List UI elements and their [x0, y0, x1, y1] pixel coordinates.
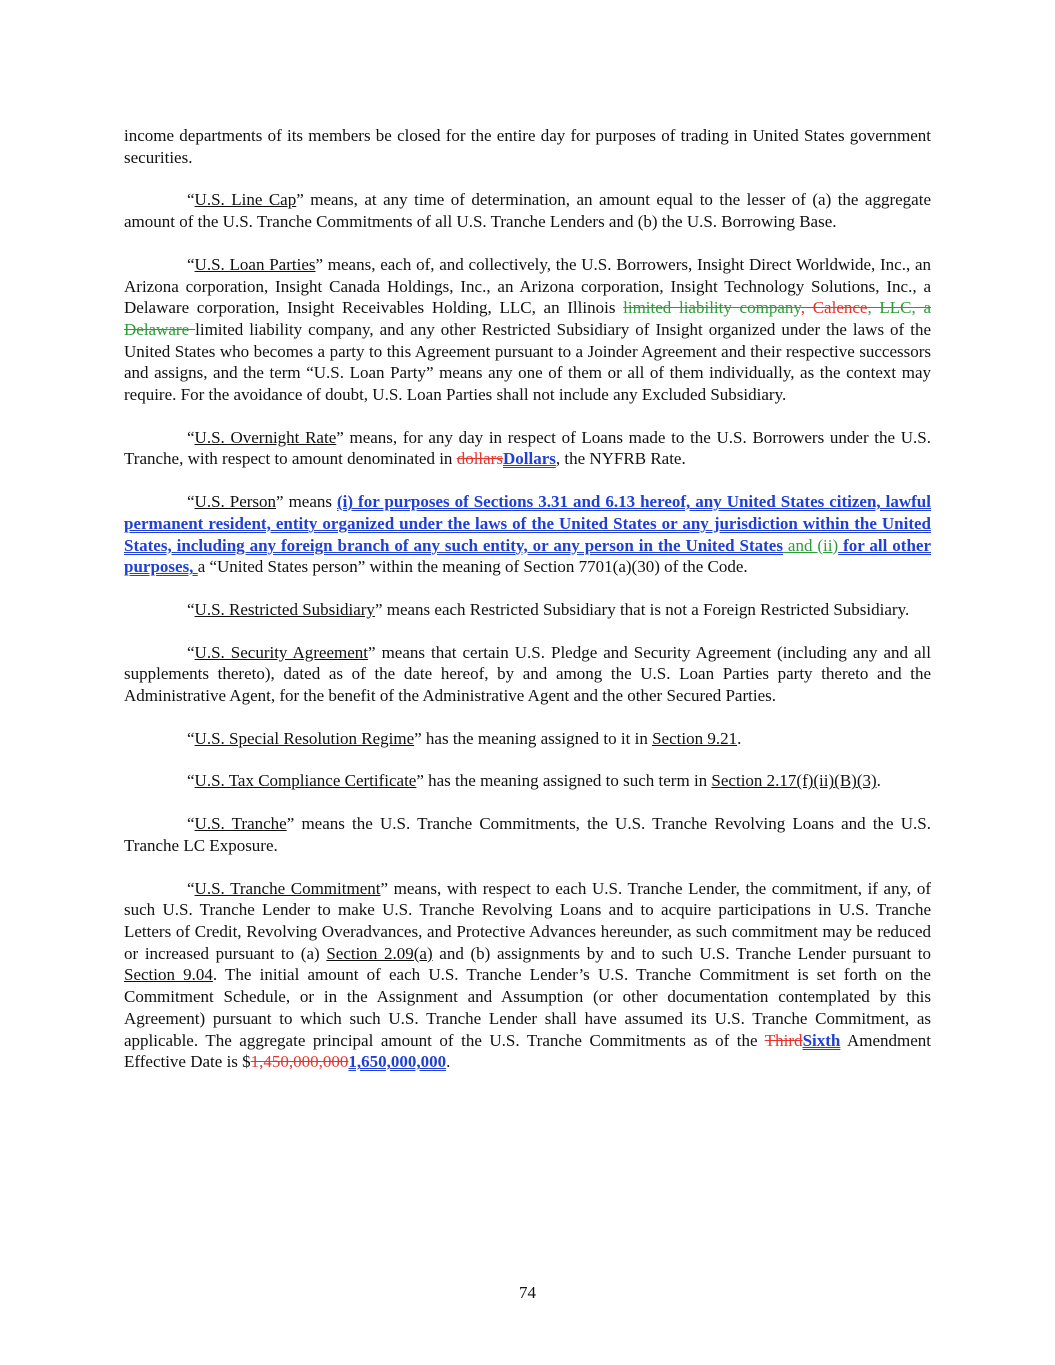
- definition-us-security-agreement: [124, 642, 931, 707]
- open-quote: “: [187, 642, 195, 662]
- section-reference: Section 2.17(f)(ii)(B)(3): [711, 771, 877, 791]
- open-quote: “: [187, 427, 195, 447]
- moved-insertion: and (ii): [782, 535, 839, 555]
- defined-term: U.S. Tranche Commitment: [194, 878, 381, 898]
- definition-text: , the NYFRB Rate.: [555, 449, 686, 469]
- page-number: 74: [519, 1283, 536, 1302]
- definition-text: . The initial amount of each U.S. Tranche Lender’s U.S. Tranche Commitment is set forth on the Commitment Schedule, or in the Assignment and Assumption (or other documentation contemplated by this Agreement) pursuant to which such U.S. Tranche Lender shall have assumed its U.S. Tranche Commitment, as applicable. The aggregate principal amount of the U.S. Tranche Commitments as of the: [124, 965, 931, 1050]
- insertion: (i) for purposes of Sections 3.31 and 6.13 hereof, any United States citizen, lawful permanent resident, entity organized under the laws of the United States or any jurisdiction within the United States, including any foreign branch of any such entity, or any person in the United States: [124, 492, 931, 555]
- definition-text: limited liability company, and any other Restricted Subsidiary of Insight organized under the laws of the United States who becomes a party to this Agreement pursuant to a Joinder Agreement and their respective successors and assigns, and the term “U.S. Loan Party” means any one of them or all of them individually, as the context may require. For the avoidance of doubt, U.S. Loan Parties shall not include any Excluded Subsidiary.: [124, 319, 931, 405]
- section-reference: Section 2.09(a): [326, 943, 433, 963]
- deletion: 1,450,000,000: [250, 1052, 349, 1072]
- definition-us-line-cap: [124, 189, 931, 232]
- definition-text: .: [876, 771, 881, 791]
- definition-text: ” means the U.S. Tranche Commitments, the U.S. Tranche Revolving Loans and the U.S. Tranche LC Exposure.: [124, 814, 931, 855]
- insertion: for all other purposes,: [124, 535, 931, 577]
- definition-us-tranche-commitment: [124, 878, 931, 1073]
- paragraph-business-day-continuation: [124, 125, 931, 168]
- definition-text: ” means that certain U.S. Pledge and Security Agreement (including any and all supplements thereto), dated as of the date hereof, by and among the U.S. Loan Parties party thereto and the Administrative Agent, for the benefit of the Administrative Agent and the other Secured Parties.: [124, 642, 932, 706]
- insertion: Sixth: [802, 1030, 841, 1050]
- defined-term: U.S. Restricted Subsidiary: [194, 599, 375, 619]
- moved-deletion: limited liability company: [623, 298, 801, 318]
- definition-us-tranche: [124, 813, 931, 856]
- defined-term: U.S. Tranche: [194, 814, 287, 834]
- moved-deletion: , LLC, a Delaware: [124, 298, 931, 339]
- definition-text: ” means each Restricted Subsidiary that is not a Foreign Restricted Subsidiary.: [374, 599, 910, 619]
- definition-text: ” means, for any day in respect of Loans made to the U.S. Borrowers under the U.S. Tranche, with respect to amount denominated in: [124, 427, 931, 469]
- defined-term: U.S. Security Agreement: [194, 642, 369, 662]
- definition-text: .: [446, 1052, 451, 1072]
- open-quote: “: [187, 599, 195, 619]
- open-quote: “: [187, 190, 195, 210]
- insertion: 1,650,000,000: [348, 1052, 447, 1072]
- defined-term: U.S. Person: [194, 492, 277, 512]
- definition-text: ” has the meaning assigned to it in: [414, 728, 653, 748]
- deletion: , Calence: [800, 298, 868, 318]
- definition-text: Amendment Effective Date is $: [124, 1030, 931, 1072]
- defined-term: U.S. Line Cap: [194, 190, 297, 210]
- deletion: dollars: [456, 449, 503, 469]
- definition-text: and (b) assignments by and to such U.S. Tranche Lender pursuant to: [432, 943, 931, 963]
- definition-text: ” has the meaning assigned to such term in: [416, 771, 712, 791]
- defined-term: U.S. Tax Compliance Certificate: [194, 771, 417, 791]
- definition-us-loan-parties: [124, 254, 931, 406]
- document-body: [124, 125, 931, 1094]
- definition-text: ” means: [276, 492, 337, 512]
- section-reference: Section 9.21: [652, 728, 738, 748]
- definition-us-restricted-subsidiary: [124, 599, 931, 621]
- defined-term: U.S. Loan Parties: [194, 254, 316, 274]
- definition-text: ” means, each of, and collectively, the U.S. Borrowers, Insight Direct Worldwide, Inc., an Arizona corporation, Insight Canada Holdings, Inc., an Arizona corporation, Insight Technology Solutions, Inc., a Delaware corporation, Insight Receivables Holding, LLC, an Illinois: [124, 254, 931, 318]
- insertion: Dollars: [502, 449, 556, 469]
- definition-us-special-resolution-regime: [124, 728, 931, 750]
- definition-us-overnight-rate: [124, 427, 931, 470]
- paragraph-text: income departments of its members be closed for the entire day for purposes of trading in United States government securities.: [124, 126, 931, 167]
- definition-us-tax-compliance-certificate: [124, 770, 931, 792]
- open-quote: “: [187, 771, 195, 791]
- definition-text: ” means, at any time of determination, an amount equal to the lesser of (a) the aggregate amount of the U.S. Tranche Commitments of all U.S. Tranche Lenders and (b) the U.S. Borrowing Base.: [124, 190, 931, 232]
- definition-text: a “United States person” within the meaning of Section 7701(a)(30) of the Code.: [197, 557, 748, 577]
- defined-term: U.S. Special Resolution Regime: [194, 728, 415, 748]
- open-quote: “: [187, 878, 195, 898]
- definition-text: ” means, with respect to each U.S. Tranche Lender, the commitment, if any, of such U.S. Tranche Lender to make U.S. Tranche Revolving Loans and to acquire participations in U.S. Tranche Letters of Credit, Revolving Overadvances, and Protective Advances hereunder, as such commitment may be reduced or increased pursuant to (a): [124, 878, 932, 963]
- open-quote: “: [187, 254, 195, 274]
- deletion: Third: [764, 1030, 803, 1050]
- open-quote: “: [187, 728, 195, 748]
- open-quote: “: [187, 814, 195, 834]
- definition-us-person: [124, 491, 931, 578]
- definition-text: .: [737, 728, 742, 748]
- open-quote: “: [187, 492, 195, 512]
- section-reference: Section 9.04: [124, 965, 213, 985]
- defined-term: U.S. Overnight Rate: [194, 427, 337, 447]
